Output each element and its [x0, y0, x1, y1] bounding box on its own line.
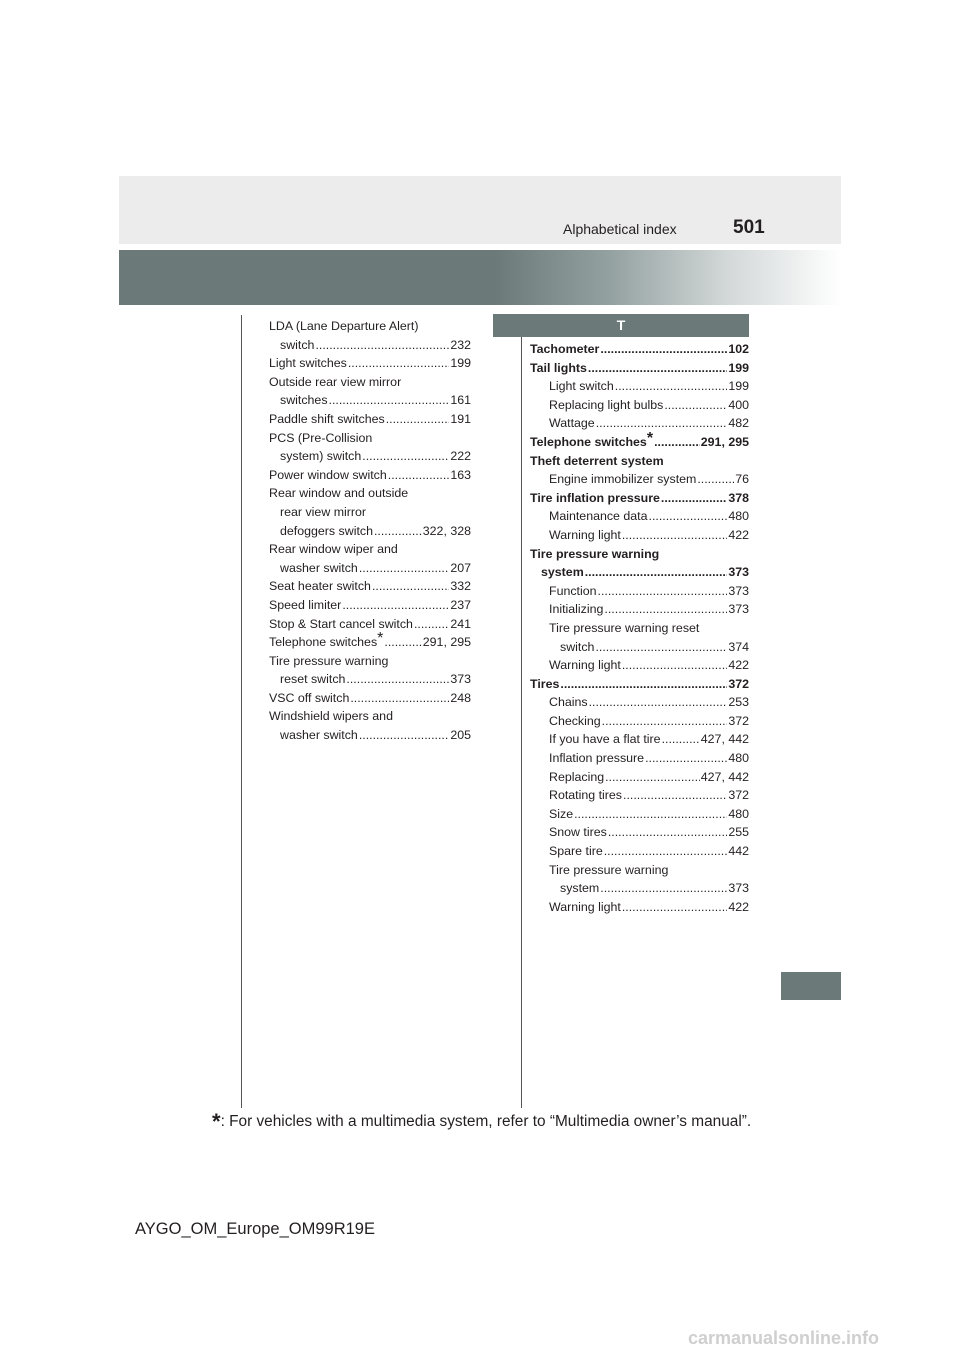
index-entry: [530, 693, 749, 712]
dot-leader: [598, 582, 728, 601]
index-entry: [530, 619, 749, 638]
dot-leader: [622, 898, 727, 917]
index-entry-term: Rear window and outside: [269, 486, 409, 501]
index-entry: [530, 861, 749, 880]
index-entry: [530, 768, 749, 787]
dot-leader: [604, 600, 727, 619]
index-entry-page: 422: [728, 658, 749, 673]
dot-leader: [342, 596, 449, 615]
footnote-marker: *: [646, 429, 654, 447]
index-entry-page: 76: [735, 472, 749, 487]
dot-leader: [654, 433, 700, 452]
index-entry: [269, 503, 471, 522]
index-entry: [530, 470, 749, 489]
index-entry-page: 222: [450, 449, 471, 464]
index-entry-page: 322, 328: [422, 523, 471, 538]
index-entry-page: 248: [450, 690, 471, 705]
index-entry-term: Tire pressure warning: [269, 653, 389, 668]
dot-leader: [623, 786, 727, 805]
index-entry-term: LDA (Lane Departure Alert): [269, 319, 419, 333]
index-entry-term: Tire pressure warning: [549, 862, 669, 877]
footnote-star: *: [212, 1109, 221, 1134]
index-entry: [269, 410, 471, 429]
index-entry-term: Inflation pressure: [549, 751, 645, 766]
index-entry-term: Warning light: [549, 527, 621, 542]
index-entry: [530, 675, 749, 694]
index-entry-page: 373: [728, 602, 749, 617]
index-entry-term: VSC off switch: [269, 690, 350, 705]
dot-leader: [662, 730, 700, 749]
index-entry-term: Light switches: [269, 356, 347, 371]
dot-leader: [329, 391, 450, 410]
dot-leader: [350, 689, 449, 708]
footnote-text: : For vehicles with a multimedia system, refer to “Multimedia owner’s manual”.: [220, 1113, 752, 1130]
index-entry: [530, 730, 749, 749]
index-entry-term: PCS (Pre-Collision: [269, 430, 373, 445]
dot-leader: [645, 749, 727, 768]
footnote-marker: *: [377, 629, 384, 647]
dot-leader: [414, 615, 449, 634]
index-entry-page: 442: [728, 844, 749, 859]
dot-leader: [384, 633, 421, 652]
index-entry: [269, 726, 471, 745]
dot-leader: [588, 359, 727, 378]
index-entry: [530, 563, 749, 582]
index-entry: [530, 340, 749, 359]
index-entry-page: 373: [728, 583, 749, 598]
index-entry-term: Rotating tires: [549, 788, 623, 803]
index-entry-page: 427, 442: [700, 769, 749, 784]
index-entry-term: Seat heater switch: [269, 579, 371, 594]
index-entry-page: 161: [450, 393, 471, 408]
index-entry-page: 255: [728, 825, 749, 840]
index-entry-term: system: [560, 881, 600, 896]
index-entry: [269, 707, 471, 726]
index-entry-term: Chains: [549, 695, 588, 710]
index-entry-term: Stop & Start cancel switch: [269, 616, 413, 631]
index-entry-page: 480: [728, 806, 749, 821]
index-entry: [530, 452, 749, 471]
dot-leader: [589, 693, 728, 712]
index-entry-page: 422: [728, 527, 749, 542]
index-entry-page: 373: [728, 565, 749, 580]
index-entry-term: Checking: [549, 713, 601, 728]
index-entry-term: Engine immobilizer system: [549, 472, 697, 487]
index-entry-term: Size: [549, 806, 574, 821]
index-entry-term: Tachometer: [530, 342, 600, 356]
index-entry: [530, 582, 749, 601]
index-entry: [269, 559, 471, 578]
index-entry-page: 480: [728, 751, 749, 766]
index-entry: [530, 414, 749, 433]
index-entry: [530, 396, 749, 415]
index-entry-page: 199: [728, 379, 749, 394]
index-entry-term: Speed limiter: [269, 597, 342, 612]
index-entry: [269, 466, 471, 485]
index-entry: [530, 842, 749, 861]
dot-leader: [664, 396, 727, 415]
index-entry-page: 205: [450, 728, 471, 743]
index-entry-term: switch: [280, 337, 315, 352]
dot-leader: [315, 336, 449, 355]
dot-leader: [574, 805, 727, 824]
index-entry-page: 199: [450, 356, 471, 371]
index-entry-term: Tail lights: [530, 360, 587, 375]
index-entry-page: 427, 442: [700, 732, 749, 747]
index-entry-page: 291, 295: [700, 434, 749, 449]
index-entry-term: switches: [280, 393, 328, 408]
index-entry: [269, 354, 471, 373]
index-entry-page: 400: [728, 397, 749, 412]
index-entry-page: 373: [450, 672, 471, 687]
index-entry-term: Windshield wipers and: [269, 709, 393, 724]
dot-leader: [661, 489, 727, 508]
index-entry: [530, 507, 749, 526]
index-entry: [269, 577, 471, 596]
index-entry: [530, 898, 749, 917]
index-entry-term: system) switch: [280, 449, 362, 464]
index-entry-term: Warning light: [549, 658, 621, 673]
index-entry-term: Initializing: [549, 602, 604, 617]
index-entry-page: 372: [728, 788, 749, 803]
dot-leader: [560, 675, 727, 694]
index-entry: [269, 373, 471, 392]
dot-leader: [622, 656, 727, 675]
index-entry: [269, 670, 471, 689]
index-entry-term: Wattage: [549, 416, 595, 431]
column-rule-middle: [521, 315, 522, 1108]
dot-leader: [359, 726, 450, 745]
section-thumb-tab: [781, 972, 841, 1000]
index-entry: [530, 749, 749, 768]
index-entry-term: washer switch: [280, 560, 358, 575]
index-entry: [269, 447, 471, 466]
index-entry-page: 199: [728, 360, 749, 375]
index-entry-term: Tire inflation pressure: [530, 490, 660, 505]
document-code: AYGO_OM_Europe_OM99R19E: [135, 1220, 375, 1238]
index-entry-term: washer switch: [280, 728, 358, 743]
index-entry-term: Snow tires: [549, 825, 607, 840]
index-entry-term: Power window switch: [269, 467, 387, 482]
dot-leader: [388, 466, 450, 485]
index-entry-term: switch: [560, 639, 595, 654]
footnote: [212, 1109, 772, 1134]
dot-leader: [596, 414, 728, 433]
index-entry-term: Paddle shift switches: [269, 411, 385, 426]
dot-leader: [602, 712, 728, 731]
index-entry-page: 163: [450, 467, 471, 482]
index-entry: [269, 540, 471, 559]
dot-leader: [362, 447, 449, 466]
index-entry-term: Telephone switches*: [530, 429, 654, 449]
dot-leader: [585, 563, 728, 582]
dot-leader: [600, 879, 727, 898]
index-column-left: [269, 317, 471, 745]
index-entry: [530, 805, 749, 824]
dot-leader: [372, 577, 449, 596]
dot-leader: [605, 768, 700, 787]
index-entry-term: Theft deterrent system: [530, 453, 664, 468]
index-entry-term: Outside rear view mirror: [269, 374, 402, 389]
dot-leader: [608, 823, 727, 842]
index-entry-term: Replacing: [549, 769, 605, 784]
index-entry-term: If you have a flat tire: [549, 732, 661, 747]
index-entry-page: 232: [450, 337, 471, 352]
index-entry: [530, 879, 749, 898]
index-entry-page: 241: [450, 616, 471, 631]
index-entry: [530, 600, 749, 619]
index-entry-page: 422: [728, 899, 749, 914]
index-entry: [269, 689, 471, 708]
index-column-right: [530, 340, 749, 916]
dot-leader: [595, 638, 727, 657]
index-entry: [530, 786, 749, 805]
index-entry-page: 372: [728, 713, 749, 728]
index-entry-term: Tire pressure warning: [530, 546, 660, 561]
index-entry: [530, 656, 749, 675]
index-entry: [269, 615, 471, 634]
dot-leader: [346, 670, 449, 689]
letter-heading-t: T: [493, 314, 749, 337]
dot-leader: [622, 526, 727, 545]
index-entry: [530, 712, 749, 731]
index-entry-term: Replacing light bulbs: [549, 397, 664, 412]
dot-leader: [359, 559, 450, 578]
index-entry-term: Warning light: [549, 899, 621, 914]
index-entry: [269, 391, 471, 410]
section-title: Alphabetical index: [563, 221, 677, 237]
index-entry-term: Maintenance data: [549, 509, 648, 524]
index-entry-page: 378: [728, 490, 749, 505]
dot-leader: [386, 410, 450, 429]
index-entry: [530, 377, 749, 396]
index-entry: [269, 484, 471, 503]
index-entry: [269, 522, 471, 541]
index-entry-page: 372: [728, 676, 749, 691]
index-entry-term: Function: [549, 583, 597, 598]
index-entry-term: Telephone switches*: [269, 629, 384, 650]
index-entry-page: 291, 295: [422, 635, 471, 650]
index-entry-term: defoggers switch: [280, 523, 373, 538]
index-entry-term: Tire pressure warning reset: [549, 620, 700, 635]
index-entry: [269, 652, 471, 671]
index-entry-page: 102: [728, 342, 749, 356]
index-entry-page: 373: [728, 881, 749, 896]
index-entry: [269, 336, 471, 355]
index-entry-term: rear view mirror: [280, 504, 367, 519]
index-entry: [530, 489, 749, 508]
index-entry: [269, 629, 471, 652]
index-entry-page: 237: [450, 597, 471, 612]
dot-leader: [649, 507, 728, 526]
watermark: carmanualsonline.info: [688, 1328, 880, 1348]
index-entry-page: 332: [450, 579, 471, 594]
index-entry-term: Light switch: [549, 379, 614, 394]
index-entry-term: reset switch: [280, 672, 346, 687]
index-entry: [530, 638, 749, 657]
index-entry: [530, 545, 749, 564]
column-rule-left: [241, 315, 242, 1108]
index-entry-term: system: [541, 565, 584, 580]
dot-leader: [374, 522, 422, 541]
dot-leader: [615, 377, 728, 396]
page-number: 501: [733, 217, 765, 238]
index-entry-page: 374: [728, 639, 749, 654]
index-entry: [269, 317, 471, 336]
index-entry-page: 207: [450, 560, 471, 575]
index-entry-term: Tires: [530, 676, 560, 691]
index-entry: [269, 429, 471, 448]
index-entry: [530, 429, 749, 452]
dot-leader: [697, 470, 734, 489]
dot-leader: [604, 842, 728, 861]
index-entry-term: Rear window wiper and: [269, 542, 398, 557]
header-gradient-bar: [119, 250, 841, 305]
index-entry-page: 482: [728, 416, 749, 431]
index-entry-page: 253: [728, 695, 749, 710]
index-entry-page: 191: [450, 411, 471, 426]
index-entry: [530, 823, 749, 842]
index-entry: [530, 526, 749, 545]
index-entry: [530, 359, 749, 378]
dot-leader: [348, 354, 449, 373]
index-entry-term: Spare tire: [549, 844, 603, 859]
index-entry: [269, 596, 471, 615]
index-entry-page: 480: [728, 509, 749, 524]
dot-leader: [600, 340, 727, 359]
